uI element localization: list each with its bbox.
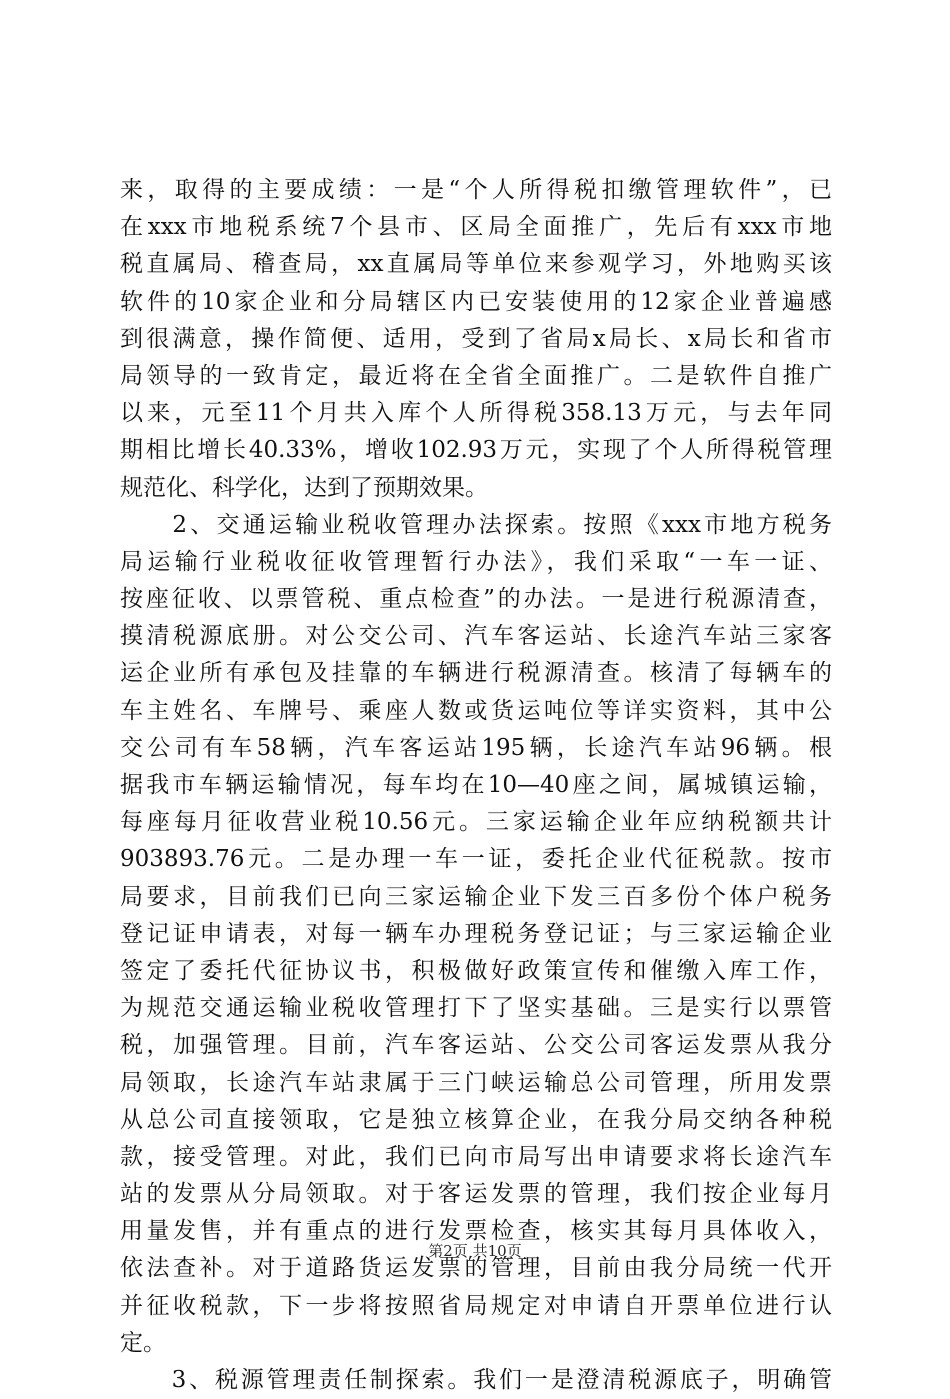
text-line: 摸清税源底册。对公交公司、汽车客运站、长途汽车站三家客 [120,623,832,650]
text-line: 税直属局、稽查局，xx直属局等单位来参观学习，外地购买该 [120,251,832,278]
text-line: 运企业所有承包及挂靠的车辆进行税源清查。核清了每辆车的 [120,660,832,687]
text-line: 签定了委托代征协议书，积极做好政策宣传和催缴入库工作， [120,957,832,984]
text-line: 局运输行业税收征收管理暂行办法》，我们采取“一车一证、 [120,548,832,575]
page-footer: 第2页 共10页 [428,1242,522,1260]
text-line: 据我市车辆运输情况，每车均在10—40座之间，属城镇运输， [120,772,832,798]
text-line: 车主姓名、车牌号、乘座人数或货运吨位等详实资料，其中公 [120,697,832,724]
text-line: 2、交通运输业税收管理办法探索。按照《xxx市地方税务 [120,511,832,538]
text-line: 局要求，目前我们已向三家运输企业下发三百多份个体户税务 [120,883,832,910]
text-line: 软件的10家企业和分局辖区内已安装使用的12家企业普遍感 [120,288,832,315]
text-line: 税，加强管理。目前，汽车客运站、公交公司客运发票从我分 [120,1032,832,1059]
text-line: 从总公司直接领取，它是独立核算企业，在我分局交纳各种税 [120,1106,832,1133]
text-line: 依法查补。对于道路货运发票的管理，目前由我分局统一代开 [120,1255,832,1282]
text-line: 并征收税款，下一步将按照省局规定对申请自开票单位进行认 [120,1292,832,1319]
text-line: 局领导的一致肯定，最近将在全省全面推广。二是软件自推广 [120,362,832,389]
text-line: 按座征收、以票管税、重点检查”的办法。一是进行税源清查， [120,586,832,613]
text-line: 为规范交通运输业税收管理打下了坚实基础。三是实行以票管 [120,995,832,1022]
text-line: 期相比增长40.33%，增收102.93万元，实现了个人所得税管理 [120,437,832,464]
text-line: 交公司有车58辆，汽车客运站195辆，长途汽车站96辆。根 [120,734,832,761]
document-body [120,172,832,1399]
text-line: 局领取，长途汽车站隶属于三门峡运输总公司管理，所用发票 [120,1069,832,1096]
text-line: 定。 [120,1329,166,1356]
text-line: 903893.76元。二是办理一车一证，委托企业代征税款。按市 [120,846,832,873]
text-line: 站的发票从分局领取。对于客运发票的管理，我们按企业每月 [120,1181,832,1208]
text-line: 到很满意，操作简便、适用，受到了省局x局长、x局长和省市 [120,325,832,352]
text-line: 3、税源管理责任制探索。我们一是澄清税源底子，明确管 [120,1367,832,1393]
text-line: 款，接受管理。对此，我们已向市局写出申请要求将长途汽车 [120,1143,832,1170]
text-line: 规范化、科学化，达到了预期效果。 [120,474,488,501]
text-line: 以来，元至11个月共入库个人所得税358.13万元，与去年同 [120,400,832,427]
text-line: 登记证申请表，对每一辆车办理税务登记证；与三家运输企业 [120,920,832,947]
text-line: 每座每月征收营业税10.56元。三家运输企业年应纳税额共计 [120,809,832,836]
text-line: 来，取得的主要成绩：一是“个人所得税扣缴管理软件”，已 [120,177,832,203]
text-line: 用量发售，并有重点的进行发票检查，核实其每月具体收入， [120,1218,832,1245]
text-line: 在xxx市地税系统7个县市、区局全面推广，先后有xxx市地 [120,214,832,241]
